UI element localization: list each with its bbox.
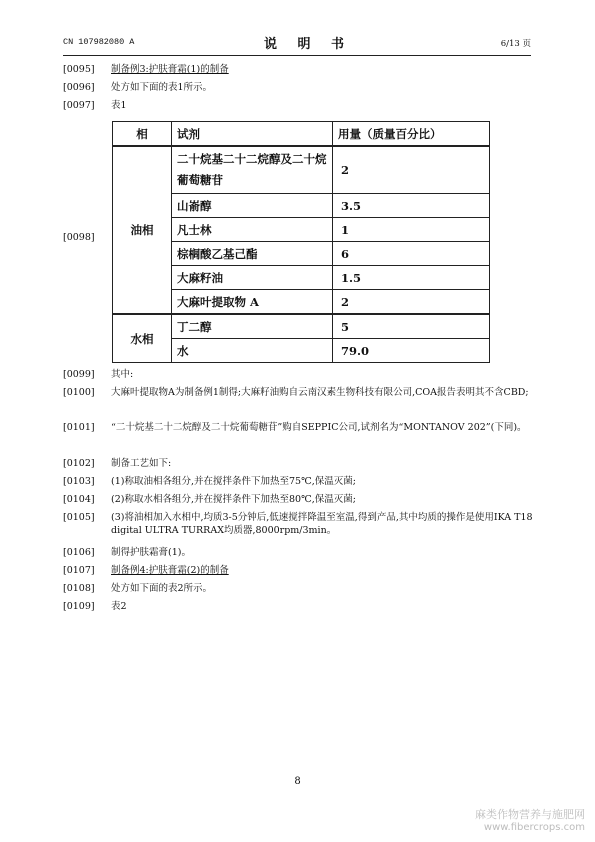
header-rule xyxy=(63,55,531,56)
amount-cell: 1.5 xyxy=(333,266,490,290)
paragraph-number: [0106] xyxy=(63,547,95,558)
watermark-url: www.fibercrops.com xyxy=(483,822,585,833)
watermark xyxy=(475,806,585,833)
paragraph-text: “二十烷基二十二烷醇及二十烷葡萄糖苷”购自SEPPIC公司,试剂名为“MONTANOV 202”(下同)。 xyxy=(111,422,527,433)
reagent-cell: 丁二醇 xyxy=(172,314,333,339)
amount-cell: 6 xyxy=(333,242,490,266)
reagent-cell: 大麻叶提取物 A xyxy=(172,290,333,315)
header-phase: 相 xyxy=(113,122,172,147)
paragraph-number: [0097] xyxy=(63,100,95,111)
paragraph-number: [0109] xyxy=(63,601,95,612)
reagent-cell: 二十烷基二十二烷醇及二十烷葡萄糖苷 xyxy=(172,146,333,194)
header-reagent: 试剂 xyxy=(172,122,333,147)
paragraph-number: [0105] xyxy=(63,512,95,523)
amount-cell: 79.0 xyxy=(333,339,490,363)
water-phase-cell: 水相 xyxy=(113,314,172,363)
header-amount: 用量（质量百分比） xyxy=(333,122,490,147)
amount-cell: 2 xyxy=(333,290,490,315)
paragraph-text: 大麻叶提取物A为制备例1制得;大麻籽油购自云南汉素生物科技有限公司,COA报告表明其不含CBD; xyxy=(111,387,529,398)
paragraph-text: (2)称取水相各组分,并在搅拌条件下加热至80℃,保温灭菌; xyxy=(111,494,356,505)
document-title: 说 明 书 xyxy=(264,37,353,52)
paragraph-number: [0095] xyxy=(63,64,95,75)
paragraph-number: [0108] xyxy=(63,583,95,594)
paragraph-text: 处方如下面的表2所示。 xyxy=(111,583,213,594)
amount-cell: 2 xyxy=(333,146,490,194)
formula-table xyxy=(112,121,490,363)
paragraph-text: 处方如下面的表1所示。 xyxy=(111,82,213,93)
watermark-site-name: 麻类作物营养与施肥网 xyxy=(475,808,585,821)
table-row xyxy=(113,314,490,339)
patent-number: CN 107982080 A xyxy=(63,37,135,47)
paragraph-number: [0104] xyxy=(63,494,95,505)
paragraph-number: [0107] xyxy=(63,565,95,576)
reagent-cell: 大麻籽油 xyxy=(172,266,333,290)
paragraph-text: 其中: xyxy=(111,369,134,380)
table-row xyxy=(113,146,490,194)
paragraph-text: 制备工艺如下: xyxy=(111,458,172,469)
paragraph-text: 表2 xyxy=(111,601,127,612)
table-header-row xyxy=(113,122,490,147)
paragraph-number: [0096] xyxy=(63,82,95,93)
reagent-cell: 水 xyxy=(172,339,333,363)
reagent-cell: 凡士林 xyxy=(172,218,333,242)
amount-cell: 5 xyxy=(333,314,490,339)
paragraph-number: [0101] xyxy=(63,422,95,433)
paragraph-number: [0099] xyxy=(63,369,95,380)
paragraph-number: [0102] xyxy=(63,458,95,469)
paragraph-text: (1)称取油相各组分,并在搅拌条件下加热至75℃,保温灭菌; xyxy=(111,476,356,487)
paragraph-text: (3)将油相加入水相中,均质3-5分钟后,低速搅拌降温至室温,得到产品,其中均质的操作是使用IKA T18 digital ULTRA TURRAX均质器,8000rpm/3min。 xyxy=(111,512,533,536)
paragraph-number: [0103] xyxy=(63,476,95,487)
paragraph-0098-number: [0098] xyxy=(63,232,95,243)
reagent-cell: 棕榈酸乙基己酯 xyxy=(172,242,333,266)
page-number: 8 xyxy=(294,776,301,787)
paragraph-text: 表1 xyxy=(111,100,127,111)
paragraph-number: [0100] xyxy=(63,387,95,398)
paragraph-text: 制备例3:护肤膏霜(1)的制备 xyxy=(111,64,229,75)
amount-cell: 3.5 xyxy=(333,194,490,218)
reagent-cell: 山嵛醇 xyxy=(172,194,333,218)
amount-cell: 1 xyxy=(333,218,490,242)
paragraph-text: 制备例4:护肤膏霜(2)的制备 xyxy=(111,565,229,576)
page-indicator: 6/13 页 xyxy=(500,39,531,49)
oil-phase-cell: 油相 xyxy=(113,146,172,314)
paragraph-text: 制得护肤霜膏(1)。 xyxy=(111,547,191,558)
